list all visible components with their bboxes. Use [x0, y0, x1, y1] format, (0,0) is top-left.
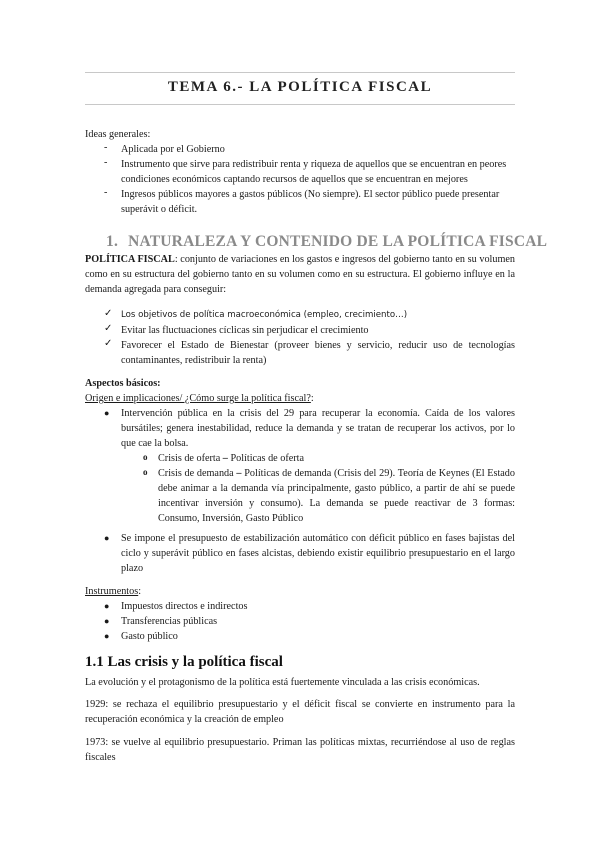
sub-bullet-icon: o: [143, 467, 148, 477]
origin-item: Intervención pública en la crisis del 29 para recuperar la economía. Caída de los valores bursátiles; genera inestabilidad, reduce la demanda y se tratan de recuperar los activos, por lo que cae la bolsa.: [121, 408, 515, 449]
check-icon: ✓: [104, 308, 113, 319]
instruments-heading: Instrumentos: [85, 586, 139, 597]
sub-item-text: Políticas de oferta: [230, 453, 304, 464]
subsection-heading: 1.1 Las crisis y la política fiscal: [85, 654, 283, 670]
origin-heading-line: [85, 391, 515, 406]
check-icon: ✓: [104, 338, 113, 349]
dash-marker: -: [104, 187, 108, 198]
paragraph: 1973: se vuelve al equilibrio presupuestario. Priman las políticas mixtas, recurriéndose al uso de reglas fiscales: [85, 737, 515, 763]
sub-item-text: Políticas de demanda (Crisis del 29). Teoría de Keynes (El Estado debe animar a la demanda vía principalmente, gasto público, a partir de ahí se puede incentivar inversión y consumo). La demanda se puede reactivar de 3 formas: Consumo, Inversión, Gasto Público: [158, 468, 515, 524]
top-rule: [85, 72, 515, 73]
sub-item-term: Crisis de oferta: [158, 453, 221, 464]
section-title: NATURALEZA Y CONTENIDO DE LA POLÍTICA FISCAL: [128, 233, 548, 250]
bullet-icon: ●: [104, 533, 110, 543]
instruments-colon: :: [138, 586, 142, 597]
bullet-icon: ●: [104, 631, 110, 641]
origin-item: Se impone el presupuesto de estabilización automático con déficit público en fases bajistas del ciclo y superávit público en fases alcistas, debiendo existir equilibrio presupuestario en el largo plazo: [121, 533, 515, 574]
origin-colon: :: [310, 393, 314, 404]
definition-term: POLÍTICA FISCAL: [85, 254, 175, 265]
instrument-item: Gasto público: [121, 631, 178, 642]
instrument-item: Impuestos directos e indirectos: [121, 601, 248, 612]
aspects-heading: Aspectos básicos:: [85, 378, 161, 389]
sub-item: [158, 451, 515, 466]
bullet-icon: ●: [104, 408, 110, 418]
definition-text: : conjunto de variaciones en los gastos e ingresos del gobierno tanto en su volumen como en su estructura del gobierno tanto en su volumen como en su estructura. El gobierno influye en la demanda agregada para conseguir:: [85, 254, 515, 295]
instruments-heading-line: [85, 584, 515, 599]
paragraph: La evolución y el protagonismo de la política está fuertemente vinculada a las crisis económicas.: [85, 677, 480, 688]
bullet-icon: ●: [104, 601, 110, 611]
sub-item: [158, 466, 515, 526]
title-rule: [85, 104, 515, 105]
bullet-icon: ●: [104, 616, 110, 626]
check-item: Evitar las fluctuaciones cíclicas sin perjudicar el crecimiento: [121, 325, 369, 336]
ideas-item: Aplicada por el Gobierno: [121, 144, 225, 155]
origin-heading: Origen e implicaciones/ ¿Cómo surge la política fiscal?: [85, 393, 311, 404]
sub-item-term: Crisis de demanda: [158, 468, 234, 479]
check-icon: ✓: [104, 323, 113, 334]
check-item: Los objetivos de política macroeconómica (empleo, crecimiento…): [121, 310, 408, 320]
sub-item-sep: –: [233, 468, 245, 479]
ideas-heading: Ideas generales:: [85, 129, 151, 140]
section-number: 1.: [106, 233, 119, 250]
definition-paragraph: [85, 252, 515, 297]
sub-bullet-icon: o: [143, 452, 148, 462]
ideas-item: Ingresos públicos mayores a gastos públicos (No siempre). El sector público puede presentar superávit o déficit.: [121, 189, 500, 215]
sub-item-sep: –: [220, 453, 231, 464]
ideas-item: Instrumento que sirve para redistribuir renta y riqueza de aquellos que se encuentran en peores condiciones económicos captando recursos de aquellos que se encuentran en mejores: [121, 159, 507, 185]
paragraph: 1929: se rechaza el equilibrio presupuestario y el déficit fiscal se convierte en instrumento para la recuperación económica y la creación de empleo: [85, 699, 515, 725]
check-item: Favorecer el Estado de Bienestar (proveer bienes y servicio, reducir uso de tecnologías contaminantes, redistribuir la renta): [121, 340, 515, 366]
dash-marker: -: [104, 157, 108, 168]
section-heading: [106, 233, 547, 251]
page-title: TEMA 6.- LA POLÍTICA FISCAL: [167, 79, 433, 95]
dash-marker: -: [104, 142, 108, 153]
instrument-item: Transferencias públicas: [121, 616, 218, 627]
